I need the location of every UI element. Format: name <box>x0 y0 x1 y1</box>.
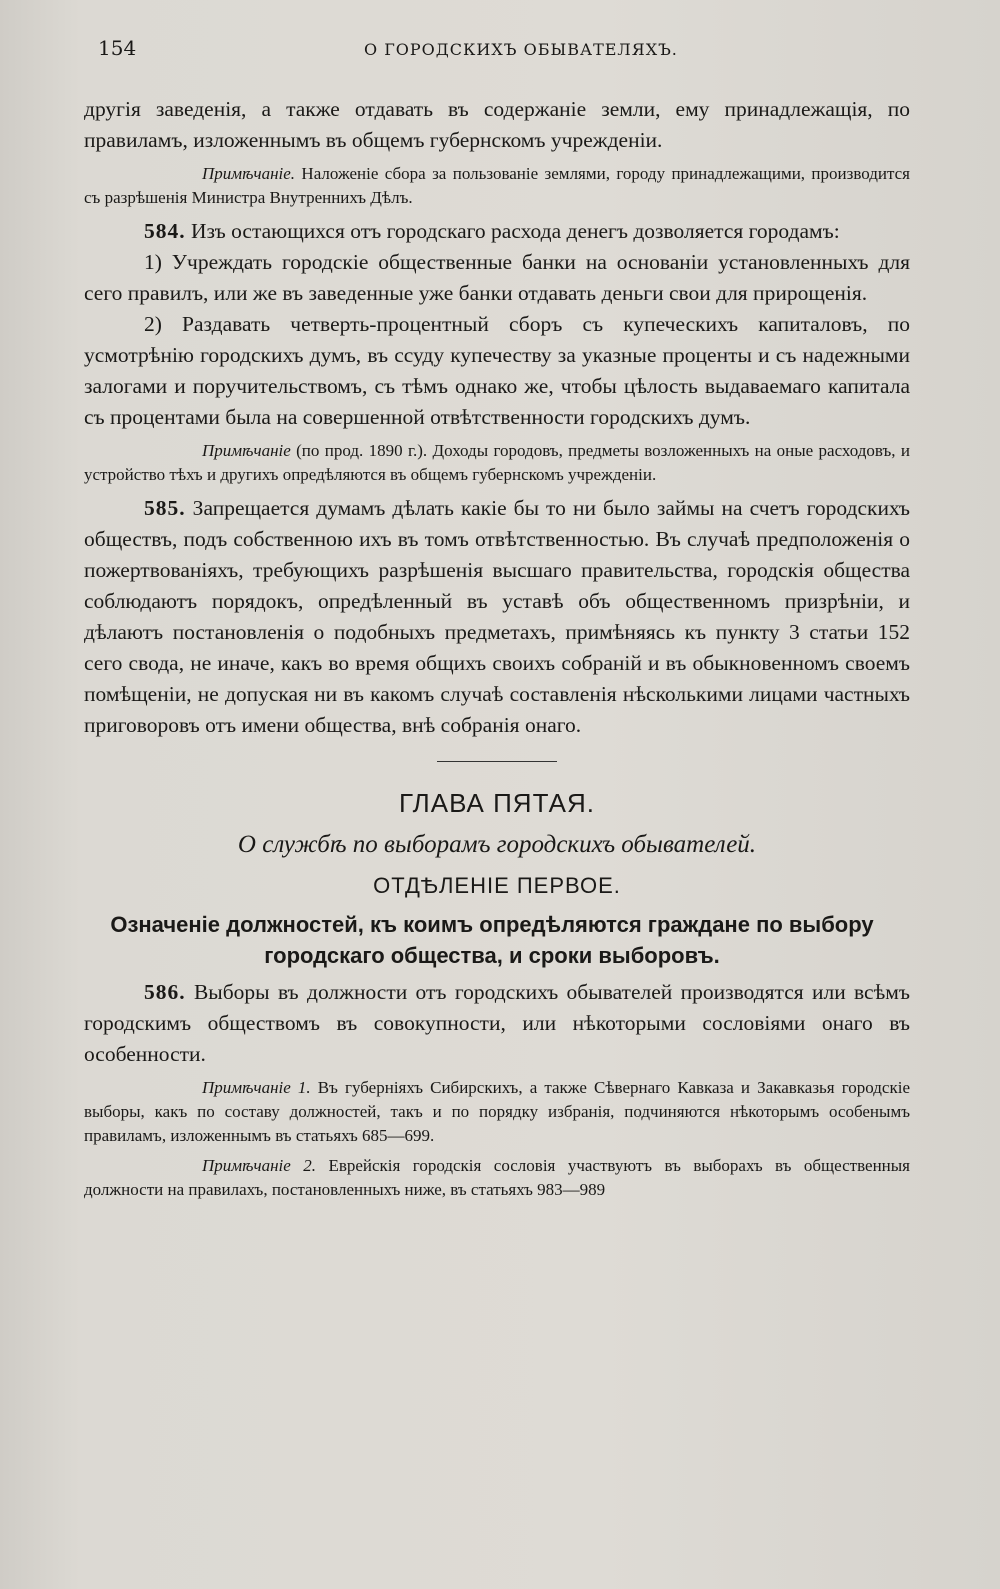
article-number: 585. <box>144 496 186 520</box>
note-586-2 <box>84 1154 910 1202</box>
article-text: Запрещается думамъ дѣлать какіе бы то ни было займы на счетъ городскихъ обществъ, подъ собственною ихъ въ томъ отвѣтственностью. Въ случаѣ предположенія о пожертвованіяхъ, требующихъ разрѣшенія высшаго правительства, городскія общества соблюдаютъ порядокъ, опредѣленный въ уставѣ объ общественномъ призрѣніи, и дѣлаютъ постановленія о подобныхъ предметахъ, примѣняясь къ пункту 3 статьи 152 сего свода, не иначе, какъ во время общихъ своихъ собраній и въ обыкновенномъ своемъ помѣщеніи, не допуская ни въ какомъ случаѣ составленія нѣсколькими лицами частныхъ приговоровъ отъ имени общества, внѣ собранія онаго. <box>84 496 911 737</box>
article-586 <box>84 977 910 1070</box>
article-585 <box>84 493 910 741</box>
article-584 <box>84 216 910 247</box>
article-number: 584. <box>144 219 186 243</box>
note-text: (по прод. 1890 г.). Доходы городовъ, предметы возложенныхъ на оные расходовъ, и устройство тѣхъ и другихъ опредѣляются въ общемъ губернскомъ учрежденіи. <box>84 441 911 484</box>
chapter-title: ГЛАВА ПЯТАЯ. <box>399 788 595 818</box>
continuation-paragraph: другія заведенія, а также отдавать въ содержаніе земли, ему принадлежащія, по правиламъ, изложеннымъ въ общемъ губернскомъ учрежденіи. <box>84 97 910 152</box>
running-head <box>84 36 910 76</box>
note-label: Примѣчаніе 1. <box>202 1078 311 1097</box>
running-title: О ГОРОДСКИХЪ ОБЫВАТЕЛЯХЪ. <box>364 40 678 59</box>
section-title: ОТДѢЛЕНІЕ ПЕРВОЕ. <box>373 873 621 898</box>
note-text: Еврейскія городскія сословія участвуютъ въ выборахъ въ общественныя должности на правилахъ, постановленныхъ ниже, въ статьяхъ 983—989 <box>84 1156 911 1199</box>
article-text: Выборы въ должности отъ городскихъ обывателей производятся или всѣмъ городскимъ обществомъ въ совокупности, или нѣкоторыми сословіями онаго въ особенности. <box>84 980 910 1066</box>
note-text: Наложеніе сбора за пользованіе землями, городу принадлежащими, производится съ разрѣшенія Министра Внутреннихъ Дѣлъ. <box>84 164 911 207</box>
note-586-1 <box>84 1076 910 1148</box>
article-text: Изъ остающихся отъ городскаго расхода денегъ дозволяется городамъ: <box>191 219 840 243</box>
note-label: Примѣчаніе. <box>202 164 296 183</box>
chapter-subtitle: О службѣ по выборамъ городскихъ обывателей. <box>237 831 757 858</box>
note-label: Примѣчаніе 2. <box>202 1156 316 1175</box>
article-number: 586. <box>144 980 186 1004</box>
note-584 <box>84 439 910 487</box>
section-heading: Означеніе должностей, къ коимъ опредѣляются граждане по выбору городскаго общества, и сроки выборовъ. <box>110 912 874 968</box>
note-text: Въ губерніяхъ Сибирскихъ, а также Сѣвернаго Кавказа и Закавказья городскіе выборы, какъ по составу должностей, такъ и по порядку избранія, подчиняются нѣкоторымъ особенымъ правиламъ, изложеннымъ въ статьяхъ 685—699. <box>84 1078 911 1145</box>
article-584-item-1: 1) Учреждать городскіе общественные банки на основаніи установленныхъ для сего правилъ, или же въ заведенные уже банки отдавать деньги свои для прирощенія. <box>84 250 910 305</box>
article-584-item-2: 2) Раздавать четверть-процентный сборъ съ купеческихъ капиталовъ, по усмотрѣнію городскихъ думъ, въ ссуду купечеству за указные проценты и съ надежными залогами и поручительствомъ, съ тѣмъ однако же, чтобы цѣлость выдаваемаго капитала съ процентами была на совершенной отвѣтственности городскихъ думъ. <box>84 312 910 429</box>
note-label: Примѣчаніе <box>202 441 291 460</box>
chapter-divider <box>437 761 557 762</box>
note-583 <box>84 162 910 210</box>
page-number: 154 <box>98 36 137 60</box>
